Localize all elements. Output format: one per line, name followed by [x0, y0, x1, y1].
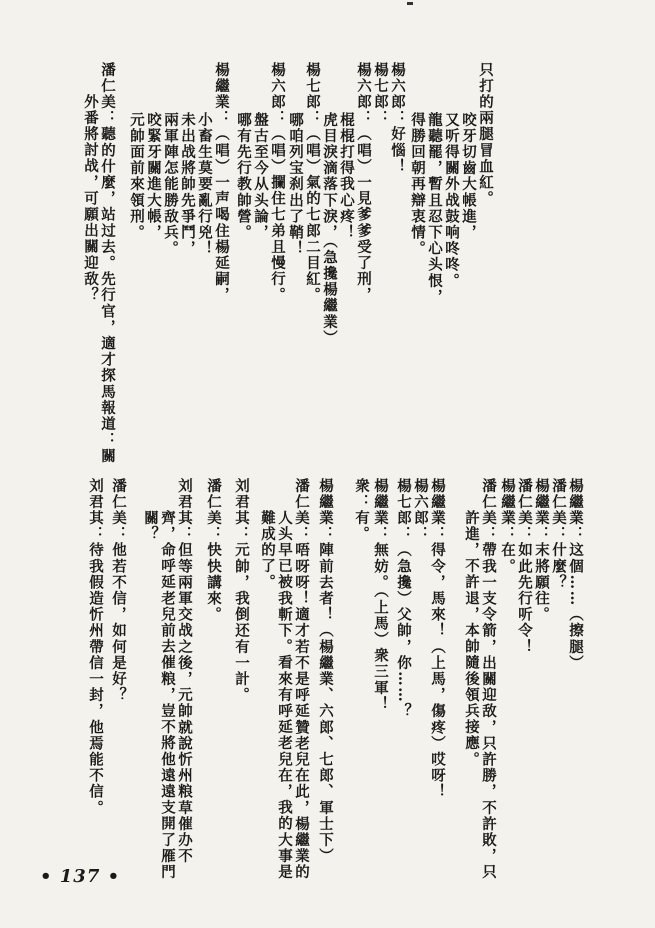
text-column: 楊繼業：末將願往。 [533, 478, 550, 623]
text-column: 虎目淚滴落下淚，（急攙楊繼業） [321, 112, 338, 347]
text-column: 齊，命呼延老兒前去催粮，豈不將他遠遠支開了雁門 [159, 510, 176, 881]
text-column: 未出战將帥先爭鬥， [179, 112, 196, 257]
text-column: 潘仁美：聽的什麼，站过去。先行官，適才探馬報道：關 [99, 62, 116, 465]
text-column: 楊繼業：（唱）一声喝住楊延嗣， [213, 62, 230, 304]
text-column: 楊七郎：（急攙）父帥，你……？ [395, 478, 412, 720]
text-column: 許進，不許退，本帥隨後領兵接應。 [463, 510, 480, 768]
text-column: 棍棍打得我心疼！ [338, 112, 355, 241]
text-column: 哪有先行教帥營。 [235, 112, 252, 241]
text-column: 潘仁美：什麼？ [550, 478, 567, 591]
text-column: 楊六郎：（唱）一見爹爹受了刑， [355, 62, 372, 304]
text-column: 楊七郎：（唱）氣的七郎二目紅。 [304, 62, 321, 304]
text-column: 刘君其：待我假造忻州帶信一封，他焉能不信。 [87, 478, 104, 817]
text-column: 咬緊牙關進大帳， [145, 112, 162, 241]
text-column: 關？ [142, 510, 159, 543]
text-column: 潘仁美：唔呀呀！適才若不是呼延贊老兒在此，楊繼業的 [293, 478, 310, 881]
text-column: 楊繼業：得令，馬來！（上馬，傷疼）哎呀！ [429, 478, 446, 800]
text-column: 刘君其：但等兩軍交战之後，元帥就說忻州粮草催办不 [176, 478, 193, 865]
text-column: 楊繼業：陣前去者！（楊繼業、六郎、七郎、軍士下） [317, 478, 334, 865]
text-column: 潘仁美：快快講來。 [205, 478, 222, 623]
text-column: 楊繼業：無妨。（上馬）衆三軍！ [372, 478, 389, 713]
text-column: 又听得關外战鼓响咚咚。 [443, 112, 460, 290]
text-column: 兩軍陣怎能勝敌兵。 [162, 112, 179, 257]
scan-mark [407, 2, 413, 5]
text-column: 只打的兩腿冒血紅。 [477, 62, 494, 207]
text-column: 外番將討战，可願出關迎敌？ [82, 94, 99, 304]
text-column: 難成的了。 [259, 510, 276, 591]
text-column: 潘仁美：帶我一支令箭，出關迎敌，只許勝，不許敗，只 [480, 478, 497, 881]
text-column: 楊六郎：好惱！ [389, 62, 406, 175]
text-column: 潘仁美：他若不信，如何是好？ [110, 478, 127, 704]
page-number: • 137 • [40, 866, 121, 887]
text-column: 盤古至今从头論， [252, 112, 269, 241]
text-column: 小畜生莫要亂行兇！ [196, 112, 213, 257]
text-column: 楊繼業：这個……（擦腿） [567, 478, 584, 672]
text-column: 楊七郎： [372, 62, 389, 127]
text-column: 元帥面前來領刑。 [128, 112, 145, 241]
text-column: 刘君其：元帥，我倒还有一計。 [233, 478, 250, 704]
text-column: 人头早已被我斬下。看來有呼延老兒在，我的大事是 [276, 510, 293, 881]
text-column: 龍聽罷，暫且忍下心头恨， [426, 112, 443, 306]
text-column: 衆：有。 [353, 478, 370, 543]
text-column: 哪咱列宝刹出了鞘！ [287, 112, 304, 257]
text-column: 楊六郎：（唱）攔住七弟且慢行。 [269, 62, 286, 304]
text-column: 咬牙切齒大帳進， [460, 112, 477, 241]
text-column: 潘仁美：如此先行听令！ [516, 478, 533, 656]
text-column: 得勝回朝再辯衷情。 [409, 112, 426, 257]
text-column: 楊六郎： [412, 478, 429, 543]
text-column: 楊繼業：在。 [499, 478, 516, 575]
